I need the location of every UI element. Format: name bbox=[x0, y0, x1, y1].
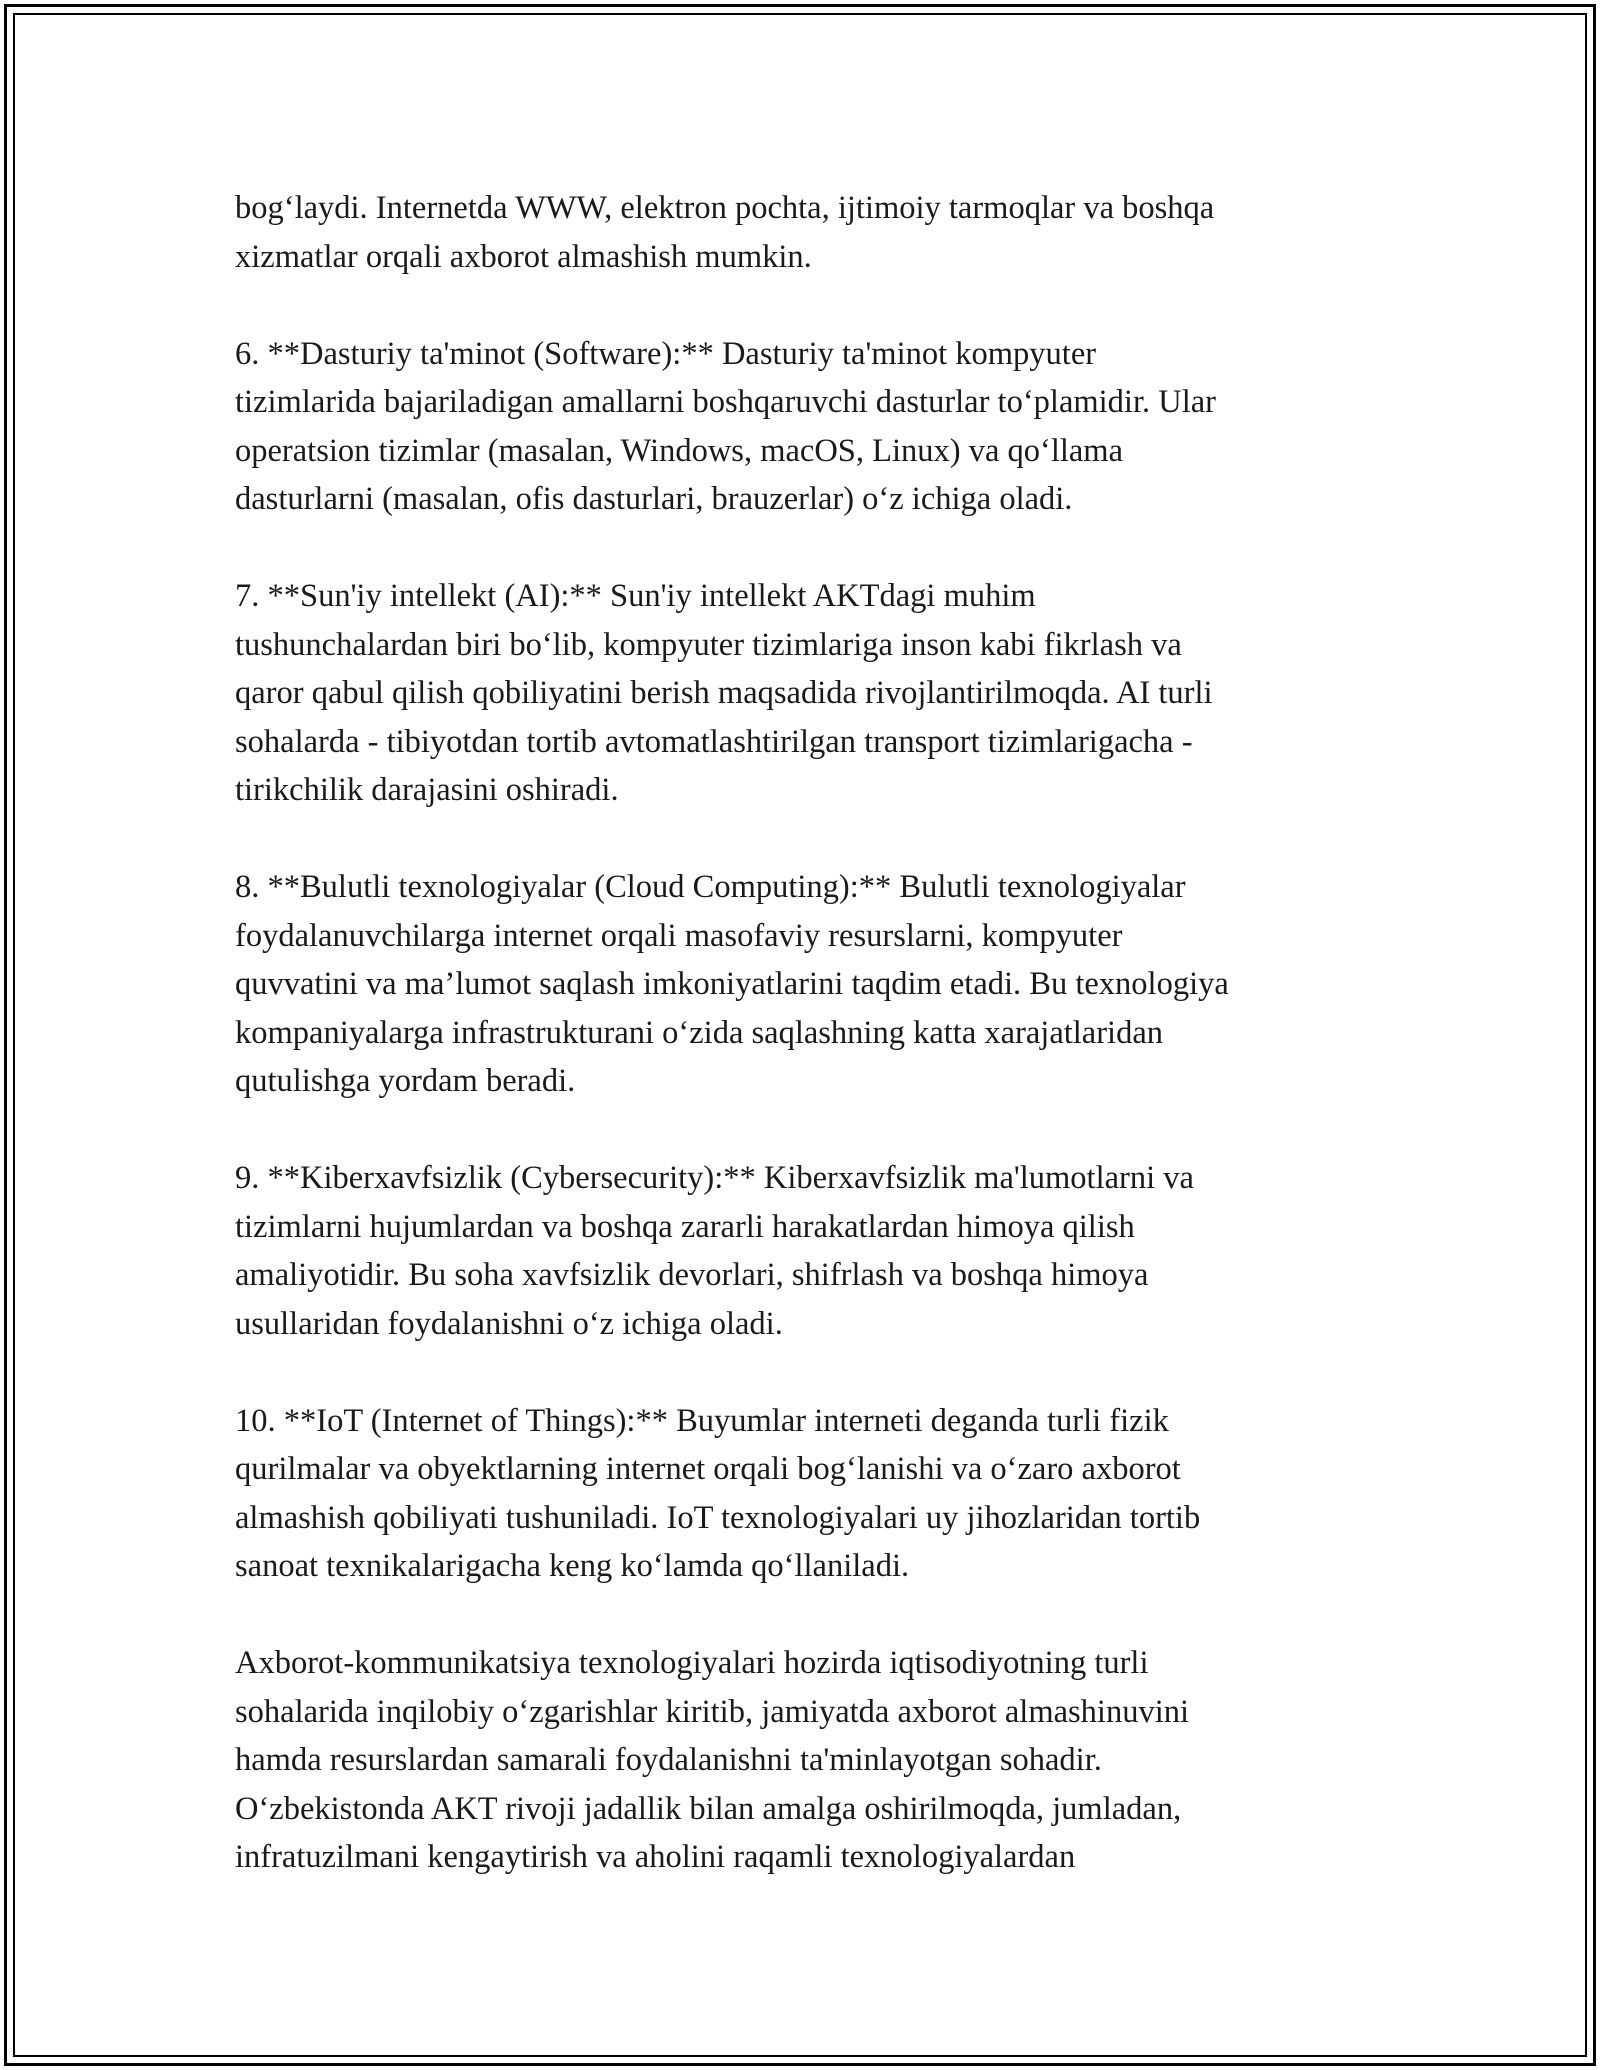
document-body bbox=[235, 184, 1375, 1882]
paragraph-cybersecurity: 9. **Kiberxavfsizlik (Cybersecurity):** Kiberxavfsizlik ma'lumotlarni va tizimlarni hujumlardan va boshqa zararli harakatlardan himoya qilish amaliyotidir. Bu soha xavfsizlik devorlari, shifrlash va boshqa himoya usullaridan foydalanishni o‘z ichiga oladi. bbox=[235, 1160, 1194, 1342]
paragraph-software: 6. **Dasturiy ta'minot (Software):** Dasturiy ta'minot kompyuter tizimlarida bajariladigan amallarni boshqaruvchi dasturlar to‘plamidir. Ular operatsion tizimlar (masalan, Windows, macOS, Linux) va qo‘llama dasturlarni (masalan, ofis dasturlari, brauzerlar) o‘z ichiga oladi. bbox=[235, 335, 1216, 517]
paragraph-conclusion: Axborot-kommunikatsiya texnologiyalari hozirda iqtisodiyotning turli sohalarida inqilobiy o‘zgarishlar kiritib, jamiyatda axborot almashinuvini hamda resurslardan samarali foydalanishni ta'minlayotgan sohadir. O‘zbekistonda AKT rivoji jadallik bilan amalga oshirilmoqda, jumladan, infratuzilmani kengaytirish va aholini raqamli texnologiyalardan bbox=[235, 1645, 1190, 1875]
paragraph-artificial-intelligence: 7. **Sun'iy intellekt (AI):** Sun'iy intellekt AKTdagi muhim tushunchalardan biri bo‘lib, kompyuter tizimlariga inson kabi fikrlash va qaror qabul qilish qobiliyatini berish maqsadida rivojlantirilmoqda. AI turli sohalarda - tibiyotdan tortib avtomatlashtirilgan transport tizimlarigacha - tirikchilik darajasini oshiradi. bbox=[235, 578, 1213, 808]
paragraph-iot: 10. **IoT (Internet of Things):** Buyumlar interneti deganda turli fizik qurilmalar va obyektlarning internet orqali bog‘lanishi va o‘zaro axborot almashish qobiliyati tushuniladi. IoT texnologiyalari uy jihozlaridan tortib sanoat texnikalarigacha keng ko‘lamda qo‘llaniladi. bbox=[235, 1402, 1201, 1584]
paragraph-cloud-computing: 8. **Bulutli texnologiyalar (Cloud Computing):** Bulutli texnologiyalar foydalanuvchilarga internet orqali masofaviy resurslarni, kompyuter quvvatini va ma’lumot saqlash imkoniyatlarini taqdim etadi. Bu texnologiya kompaniyalarga infrastrukturani o‘zida saqlashning katta xarajatlaridan qutulishga yordam beradi. bbox=[235, 869, 1229, 1099]
paragraph-internet-continuation: bog‘laydi. Internetda WWW, elektron pochta, ijtimoiy tarmoqlar va boshqa xizmatlar orqali axborot almashish mumkin. bbox=[235, 190, 1215, 275]
